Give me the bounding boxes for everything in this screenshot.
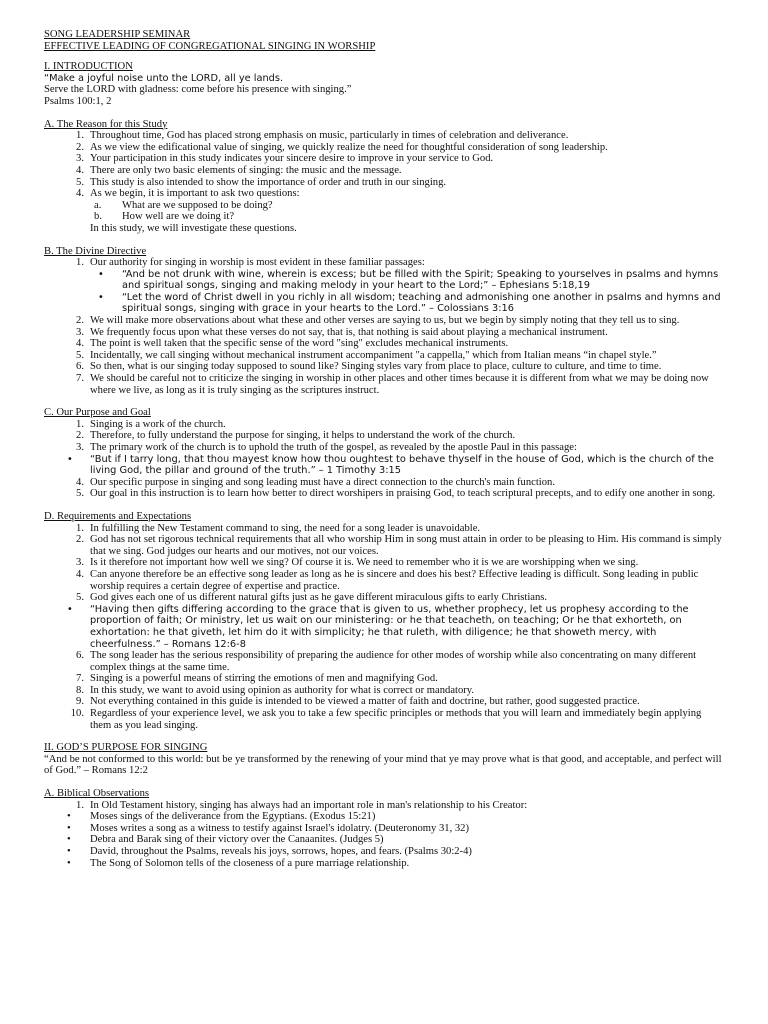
subsection-heading: D. Requirements and Expectations — [44, 510, 192, 522]
bullet-item: • Moses sings of the deliverance from the Egyptians. (Exodus 15:21) — [67, 811, 376, 823]
subsection-heading: C. Our Purpose and Goal — [44, 407, 151, 419]
section-reason — [44, 119, 724, 235]
list-item: 5. Incidentally, we call singing without mechanical instrument accompaniment "a cappella," which from Italian means “in chapel style.” — [76, 349, 657, 361]
section-divine-directive — [44, 246, 724, 397]
bullet-icon: • — [67, 834, 71, 846]
scripture-quote: “And be not conformed to this world: but be ye transformed by the renewing of your mind that ye may prove what is that good, and acceptable, and perfect will of God.” – Romans 12:2 — [44, 753, 722, 777]
list-item: 2. God has not set rigorous technical requirements that all who worship Him in song must attain in order to be pleasing to Him. His command is simply that we sing. God judges our hearts and our motives, not our voices. — [76, 534, 722, 557]
section-biblical-observations — [44, 788, 724, 869]
section-gods-purpose — [44, 742, 724, 777]
list-item: 6. The song leader has the serious responsibility of preparing the audience for other modes of worship while also concentrating on many different complex things at the same time. — [76, 650, 697, 673]
list-item: 4. Our specific purpose in singing and song leading must have a direct connection to the church's main function. — [76, 476, 555, 488]
bullet-icon: • — [67, 822, 71, 834]
list-item: 3. We frequently focus upon what these verses do not say, that is, that nothing is said about playing a mechanical instrument. — [76, 326, 608, 338]
list-item: 1. Our authority for singing in worship is most evident in these familiar passages: — [76, 257, 425, 269]
bullet-icon: • — [98, 268, 104, 280]
section-heading: I. INTRODUCTION — [44, 61, 133, 73]
section-heading: II. GOD’S PURPOSE FOR SINGING — [44, 742, 208, 754]
scripture-bullet: • “And be not drunk with wine, wherein is excess; but be filled with the Spirit; Speaking to yourselves in psalms and hymns and spiritual songs, singing and making melody in your heart to the Lord;” – Ephesians 5:18,19 — [98, 268, 719, 292]
subsection-heading: A. The Reason for this Study — [44, 118, 168, 130]
document-header — [44, 29, 724, 52]
bullet-icon: • — [67, 453, 73, 465]
list-item: 9. Not everything contained in this guide is intended to be viewed a matter of faith and doctrine, but rather, good suggested practice. — [76, 696, 640, 708]
bullet-item: • Debra and Barak sing of their victory over the Canaanites. (Judges 5) — [67, 834, 384, 846]
list-item: 2. Therefore, to fully understand the purpose for singing, it helps to understand the work of the church. — [76, 430, 516, 442]
list-item: 4. As we begin, it is important to ask two questions: — [76, 188, 300, 200]
scripture-reference: Psalms 100:1, 2 — [44, 95, 112, 107]
bullet-icon: • — [98, 291, 104, 303]
bullet-icon: • — [67, 811, 71, 823]
list-item: 8. In this study, we want to avoid using opinion as authority for what is correct or mandatory. — [76, 684, 475, 696]
list-item: 5. Our goal in this instruction is to learn how better to direct worshipers in praising God, to teach scriptural precepts, and to edify one another in song. — [76, 488, 716, 500]
bullet-icon: • — [67, 846, 71, 857]
list-item: 4. There are only two basic elements of singing: the music and the message. — [76, 164, 402, 176]
bullet-item: • David, throughout the Psalms, reveals his joys, sorrows, hopes, and fears. (Psalms 30:2-4) — [67, 846, 472, 857]
document-title: EFFECTIVE LEADING OF CONGREGATIONAL SINGING IN WORSHIP — [44, 40, 376, 52]
bullet-icon: • — [67, 857, 71, 869]
list-item: 5. God gives each one of us different natural gifts just as he gave different miraculous gifts to early Christians. — [76, 592, 548, 604]
list-item: 6. So then, what is our singing today supposed to sound like? Singing styles vary from place to place, culture to culture, and time to time. — [76, 361, 662, 373]
scripture-quote: Serve the LORD with gladness: come before his presence with singing.” — [44, 84, 352, 96]
subsection-heading: B. The Divine Directive — [44, 245, 147, 257]
scripture-bullet: • “But if I tarry long, that thou mayest know how thou oughtest to behave thyself in the house of God, which is the church of the living God, the pillar and ground of the truth.” – 1 Timothy 3:15 — [67, 453, 714, 477]
list-item: 3. Is it therefore not important how well we sing? Of course it is. We need to remember who it is we are worshipping when we sing. — [76, 557, 639, 569]
list-item: 7. Singing is a powerful means of stirring the emotions of men and magnifying God. — [76, 673, 438, 685]
list-item: 7. We should be careful not to criticize the singing in worship in other places and other times because it is different from what we may be doing now where we live, as long as it is truly singing as the scriptures instruct. — [76, 373, 709, 396]
list-item: 3. The primary work of the church is to uphold the truth of the gospel, as revealed by the apostle Paul in this passage: — [76, 442, 577, 453]
section-introduction — [44, 61, 724, 107]
list-item: 1. In fulfilling the New Testament command to sing, the need for a song leader is unavoidable. — [76, 522, 481, 534]
subsection-heading: A. Biblical Observations — [44, 788, 150, 800]
list-item: 1. Throughout time, God has placed strong emphasis on music, particularly in times of celebration and deliverance. — [76, 130, 569, 142]
list-item: 1. In Old Testament history, singing has always had an important role in man's relationship to his Creator: — [76, 799, 528, 811]
list-note: In this study, we will investigate these questions. — [90, 222, 297, 234]
seminar-title: SONG LEADERSHIP SEMINAR — [44, 29, 191, 40]
list-item: 5. This study is also intended to show the importance of order and truth in our singing. — [76, 176, 447, 188]
list-item: 4. Can anyone therefore be an effective song leader as long as he is sincere and does his best? Effective leading is difficult. Song leading in public worship requires a certain degree of expertise and practice. — [76, 568, 699, 592]
scripture-bullet: • “Having then gifts differing according to the grace that is given to us, whether prophecy, let us prophesy according to the proportion of faith; Or ministry, let us wait on our ministering: or he that teacheth, on teaching; Or he that exhorteth, on exhortation: he that giveth, let him do it with simplicity; he that ruleth, with diligence; he that showeth mercy, with cheerfulness.” – Romans 12:6-8 — [67, 603, 689, 650]
bullet-icon: • — [67, 603, 73, 615]
list-item: 10. Regardless of your experience level, we ask you to take a few specific principles or methods that you will learn and immediately begin applying them as you lead singing. — [70, 708, 702, 731]
list-item: 2. We will make more observations about what these and other verses are saying to us, but we begin by simply noting that they tell us to sing. — [76, 315, 680, 327]
list-item: 1. Singing is a work of the church. — [76, 418, 226, 430]
section-purpose-goal — [44, 407, 724, 500]
bullet-item: • The Song of Solomon tells of the closeness of a pure marriage relationship. — [67, 857, 410, 869]
scripture-quote: “Make a joyful noise unto the LORD, all ye lands. — [44, 72, 284, 84]
list-item: 4. The point is well taken that the specific sense of the word "sing" excludes mechanical instruments. — [76, 338, 509, 350]
list-item: 3. Your participation in this study indicates your sincere desire to improve in your service to God. — [76, 153, 494, 165]
sub-list-item: a. What are we supposed to be doing? — [94, 199, 273, 211]
sub-list-item: b. How well are we doing it? — [94, 211, 235, 223]
document-page — [44, 29, 724, 869]
list-item: 2. As we view the edificational value of singing, we quickly realize the need for thoughtful consideration of song leadership. — [76, 141, 608, 153]
bullet-item: • Moses writes a song as a witness to testify against Israel's idolatry. (Deuteronomy 31, 32) — [67, 822, 469, 834]
scripture-bullet: • “Let the word of Christ dwell in you richly in all wisdom; teaching and admonishing one another in psalms and hymns and spiritual songs, singing with grace in your hearts to the Lord.” – Colossians 3:16 — [98, 291, 721, 315]
section-requirements — [44, 511, 724, 731]
